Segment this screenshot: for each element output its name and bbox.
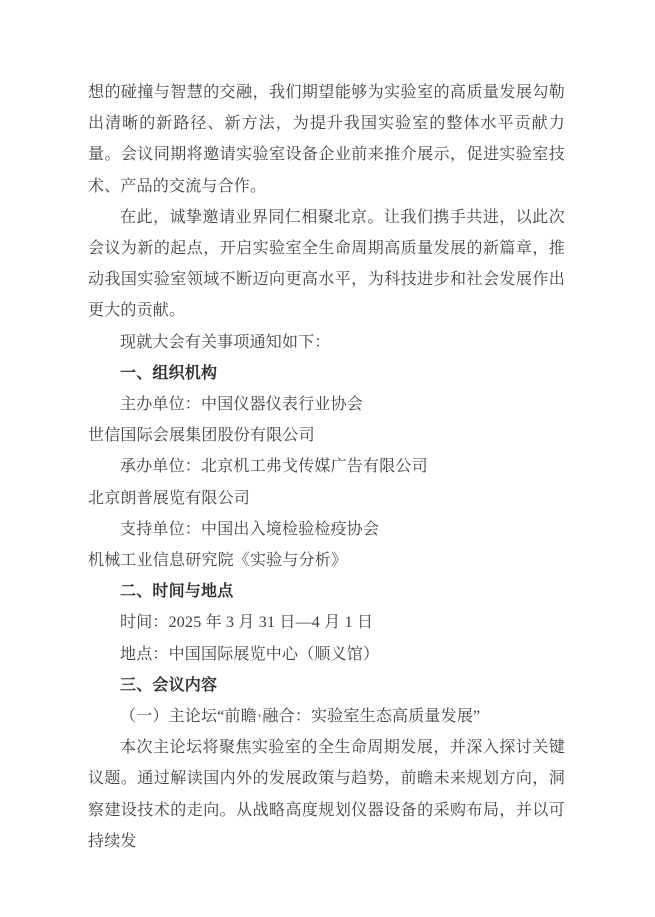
forum-title-line: （一）主论坛“前瞻·融合：实验室生态高质量发展” — [120, 708, 481, 726]
time-line: 时间：2025 年 3 月 31 日—4 月 1 日 — [120, 614, 374, 632]
org-supporter-line: 支持单位：中国出入境检验检疫协会 — [120, 520, 380, 538]
org-host-line: 主办单位：中国仪器仪表行业协会 — [120, 396, 364, 414]
org-host-line-2: 世信国际会展集团股份有限公司 — [88, 427, 315, 445]
heading-agenda: 三、会议内容 — [120, 676, 218, 694]
paragraph-notice-intro: 现就大会有关事项通知如下： — [120, 333, 331, 351]
paragraph-forum-description: 本次主论坛将聚焦实验室的全生命周期发展，并深入探讨关键议题。通过解读国内外的发展政策与趋势，前瞻未来规划方向，洞察建设技术的走向。从战略高度规划仪器设备的采购布局，并以可持续发 — [88, 739, 565, 850]
heading-time-location: 二、时间与地点 — [120, 583, 234, 601]
org-organizer-line-2: 北京朗普展览有限公司 — [88, 489, 251, 507]
document-body — [88, 77, 565, 857]
org-supporter-line-2: 机械工业信息研究院《实验与分析》 — [88, 552, 348, 570]
paragraph-intro-continued: 想的碰撞与智慧的交融，我们期望能够为实验室的高质量发展勾勒出清晰的新路径、新方法，为提升我国实验室的整体水平贡献力量。会议同期将邀请实验室设备企业前来推介展示，促进实验室技术、产品的交流与合作。 — [88, 84, 565, 195]
heading-organization: 一、组织机构 — [120, 364, 218, 382]
paragraph-invitation: 在此，诚挚邀请业界同仁相聚北京。让我们携手共进，以此次会议为新的起点，开启实验室全生命周期高质量发展的新篇章，推动我国实验室领域不断迈向更高水平，为科技进步和社会发展作出更大的贡献。 — [88, 208, 565, 320]
location-line: 地点：中国国际展览中心（顺义馆） — [120, 645, 380, 663]
org-organizer-line: 承办单位：北京机工弗戈传媒广告有限公司 — [120, 458, 428, 476]
